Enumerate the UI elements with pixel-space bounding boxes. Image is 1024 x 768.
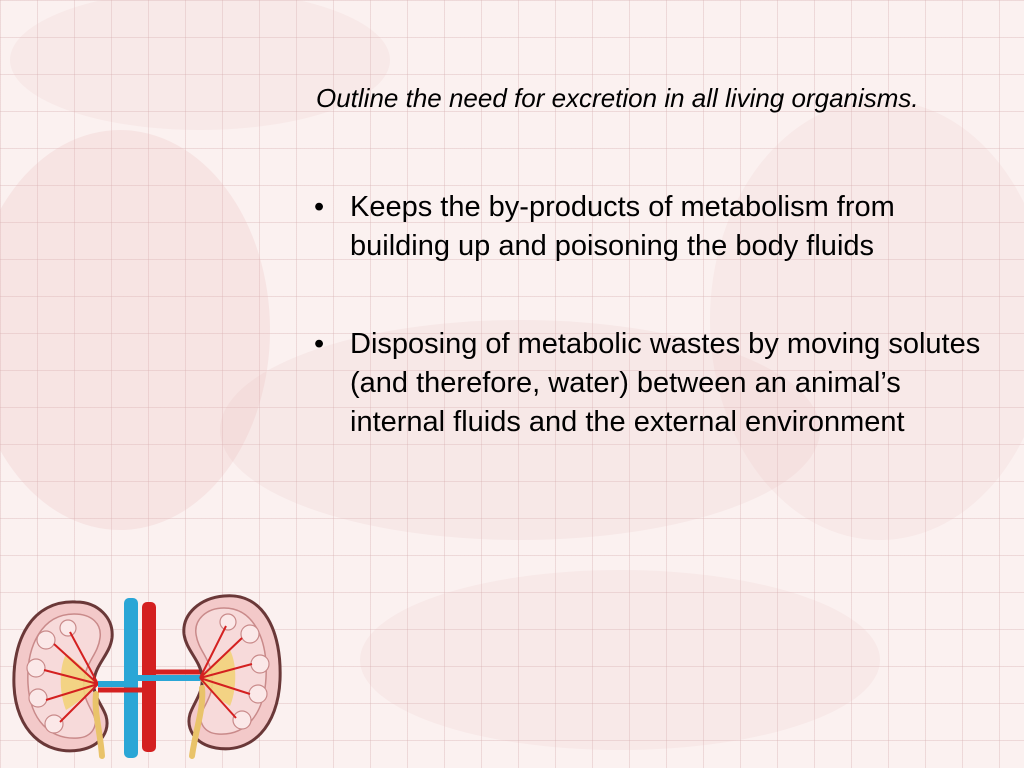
bullet-list xyxy=(312,188,1002,501)
left-kidney-icon xyxy=(14,602,112,756)
bullet-text: Keeps the by-products of metabolism from building up and poisoning the body fluids xyxy=(350,191,895,262)
kidneys-icon xyxy=(6,588,286,763)
bullet-text: Disposing of metabolic wastes by moving solutes (and therefore, water) between an animal’s internal fluids and the external environment xyxy=(350,328,981,438)
slide-title: Outline the need for excretion in all living organisms. xyxy=(316,83,919,113)
bullet-dot-icon: • xyxy=(314,191,325,223)
bullet-item-wastes xyxy=(312,325,1002,442)
bullet-dot-icon: • xyxy=(314,328,325,360)
bullet-item-metabolism xyxy=(312,188,1002,266)
